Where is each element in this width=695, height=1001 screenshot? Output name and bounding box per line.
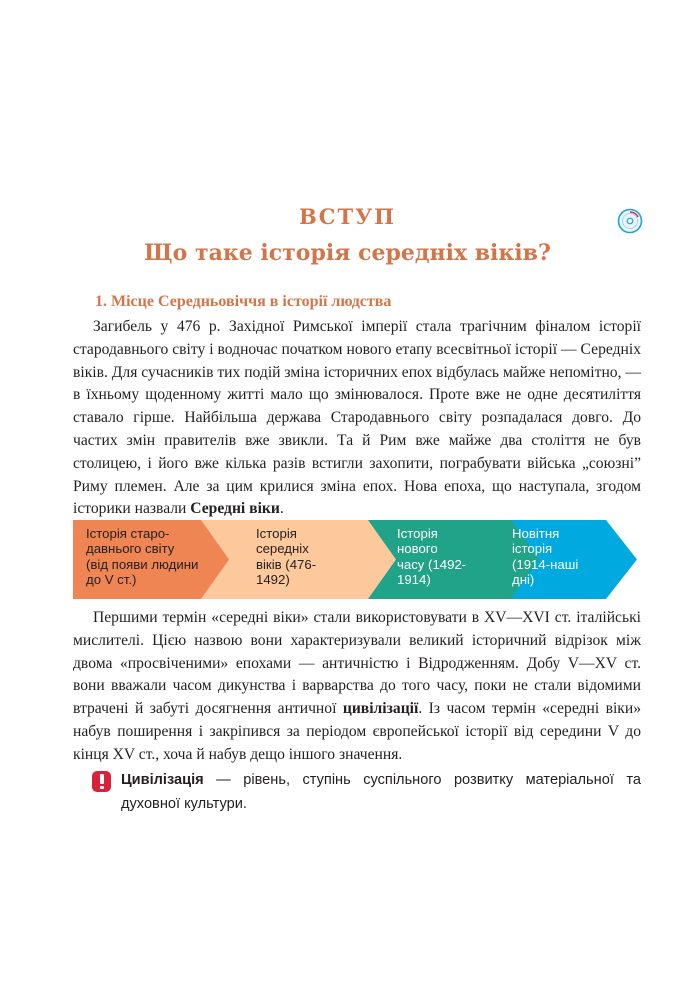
term-middle-ages: Середні віки: [190, 500, 280, 518]
timeline-label-modern: Новітня історія (1914-наші дні): [512, 526, 579, 588]
disc-icon[interactable]: [617, 208, 643, 234]
term-civilization: цивілізації: [342, 700, 419, 718]
paragraph-intro-text: Загибель у 476 р. Західної Римської імперії стала трагічним фіналом історії стародавнього світу і водночас початком нового етапу всесвітньої історії — Середніх віків. Для сучасників тих подій зміна історичних епох відбулась майже непомітно, — в їхньому щоденному житті мало що змінювалося. Проте вже не одне десятиліття ставало гірше. Найбільша держава Стародавнього світу розпадалася довго. До частих змін правителів вже звикли. Та й Рим вже майже два століття не був столицею, і його вже кілька разів встигли захопити, пограбувати війська „союзні” Риму племен. Але за цим крилися зміна епох. Нова епоха, що наступала, згодом історики назвали: [73, 318, 641, 518]
paragraph-term-origin-text: Першими термін «середні віки» стали використовувати в XV—XVI ст. італійські мислителі. Цією назвою вони характеризували великий історичний відрізок між двома «просвіченими» епохами — античністю і Відродженням. Добу V—XV ст. вони вважали часом дикунства і варварства до того часу, поки не стали відомими втрачені й забуті досягнення античної: [73, 609, 641, 718]
chapter-heading: ВСТУП: [299, 204, 396, 229]
paragraph-intro: [73, 316, 641, 521]
timeline-label-ancient: Історія старо- давнього світу (від появи людини до V ст.): [86, 526, 199, 588]
definition-box: [121, 768, 641, 816]
paragraph-term-origin-end: . Із часом термін «середні віки» набув поширення і закріпився за періодом європейської історії від середини V до кінця XV ст., хоча й набув дещо іншого значення.: [73, 700, 641, 763]
exclamation-icon: [92, 771, 111, 792]
paragraph-intro-end: .: [279, 500, 284, 518]
timeline-label-middle: Історія середніх віків (476- 1492): [256, 526, 317, 588]
section-heading: 1. Місце Середньовіччя в історії людства: [95, 293, 392, 310]
paragraph-term-origin: [73, 607, 641, 767]
timeline-label-early-modern: Історія нового часу (1492- 1914): [397, 526, 467, 588]
definition-text: — рівень, ступінь суспільного розвитку матеріальної та духовної культури.: [121, 772, 641, 812]
page-title: Що таке історія середніх віків?: [144, 240, 551, 266]
definition-term: Цивілізація: [121, 772, 204, 788]
